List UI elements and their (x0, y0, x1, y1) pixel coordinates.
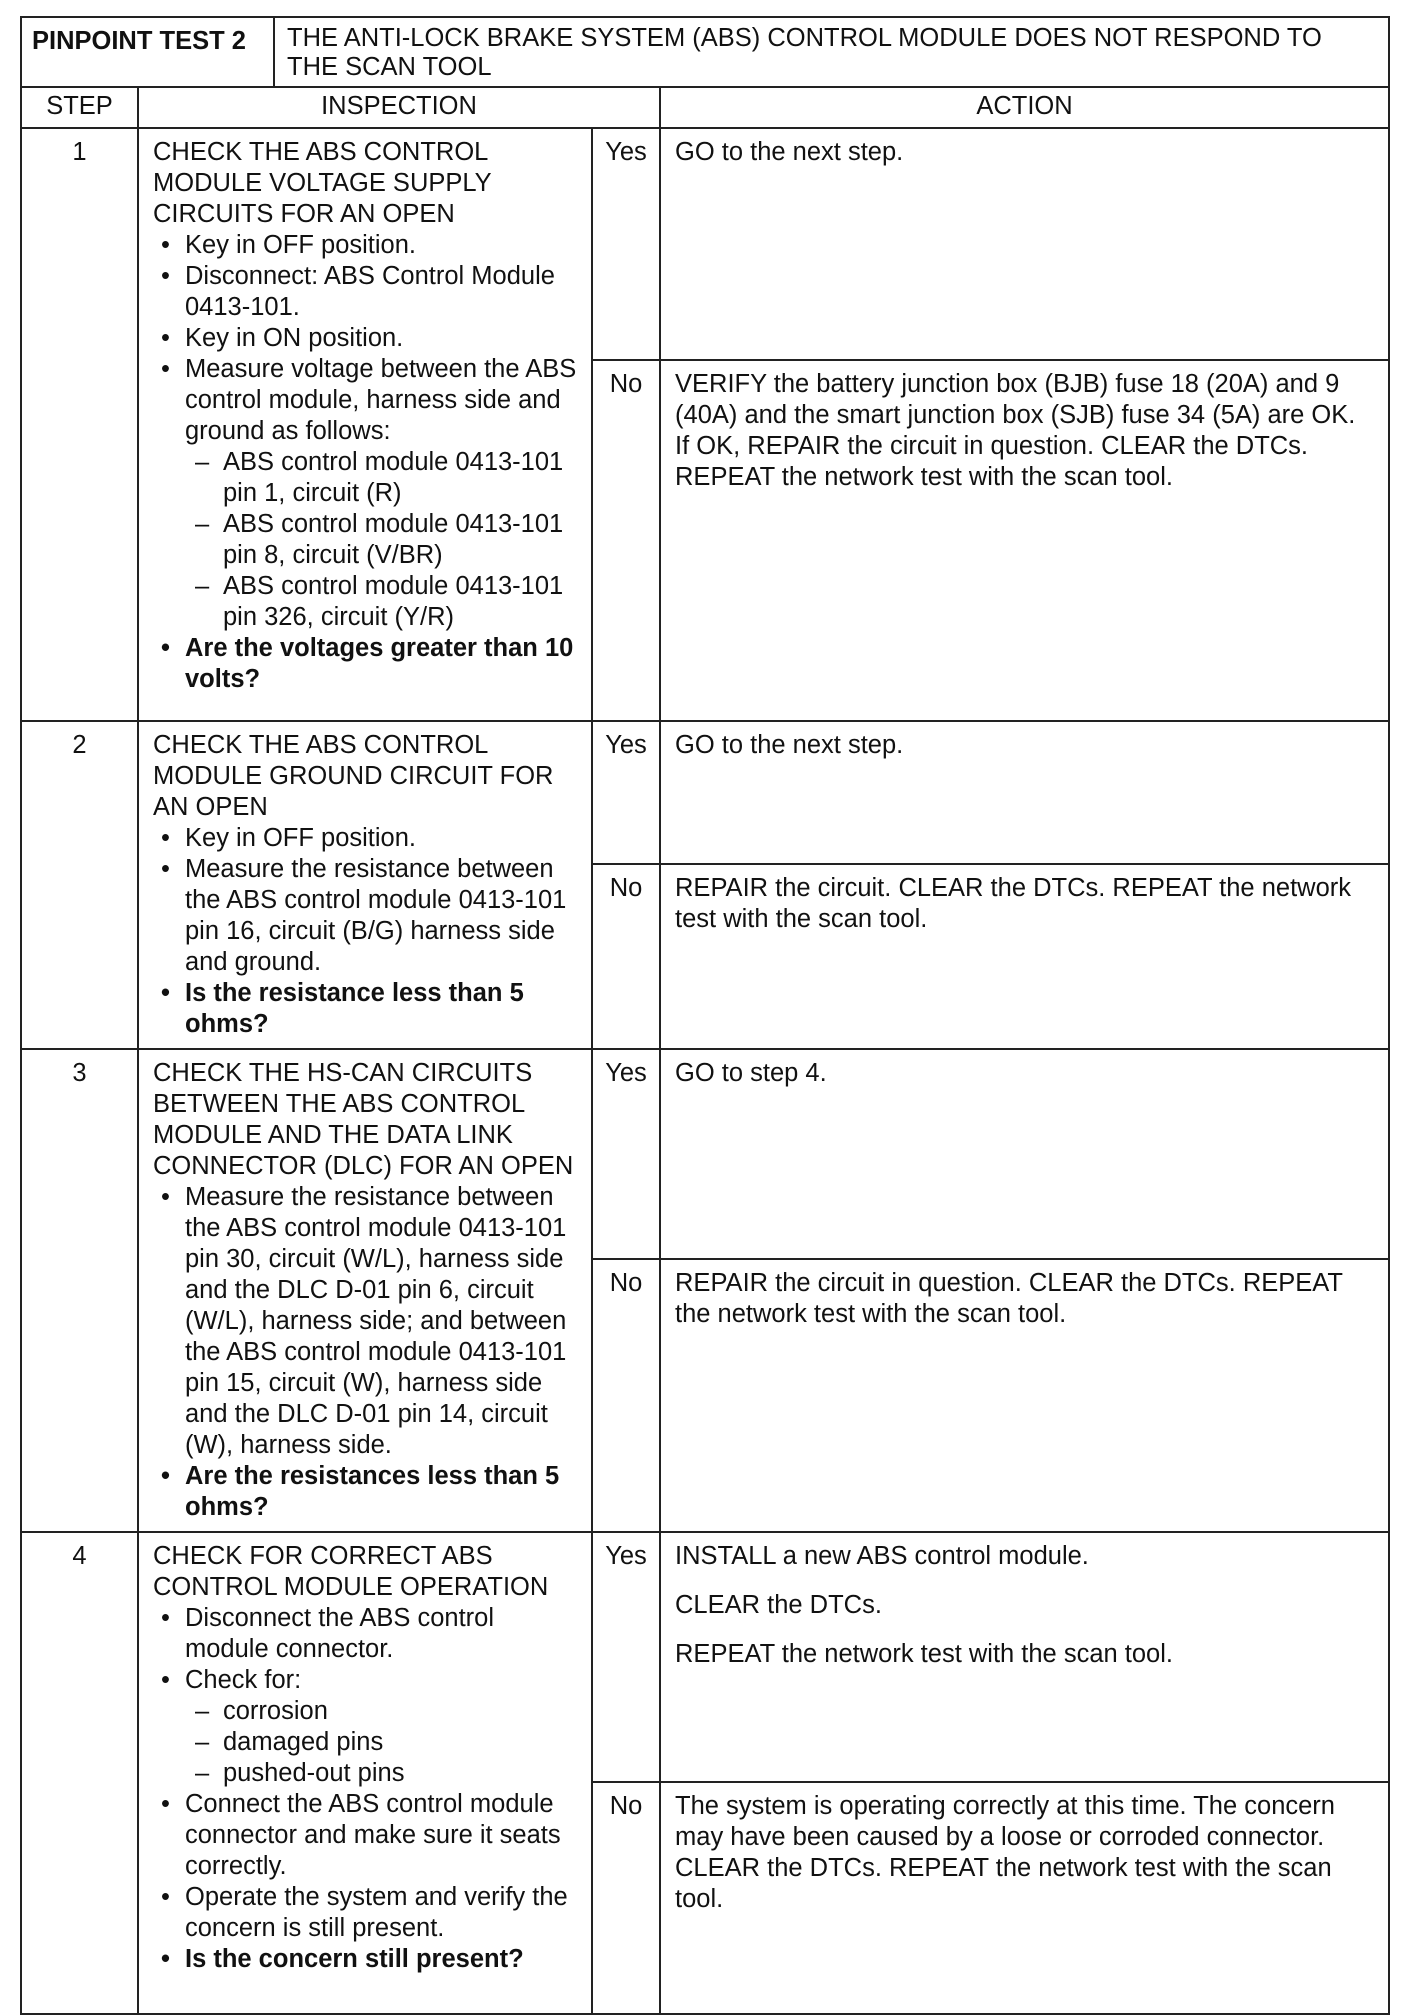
bullet-item: • Key in OFF position. (153, 230, 577, 261)
bullet-list (153, 1603, 577, 1975)
bullet-list (153, 823, 577, 1040)
bullet-text: Measure voltage between the ABS control module, harness side and ground as follows: (185, 355, 577, 445)
sub-list (185, 447, 577, 633)
bullet-item: • Connect the ABS control module connector and make sure it seats correctly. (153, 1789, 577, 1882)
no-label: No (592, 864, 660, 1049)
bullet-list (153, 230, 577, 695)
test-title: THE ANTI-LOCK BRAKE SYSTEM (ABS) CONTROL MODULE DOES NOT RESPOND TO THE SCAN TOOL (274, 17, 1389, 87)
bullet-item: • Disconnect the ABS control module connector. (153, 1603, 577, 1665)
no-label: No (592, 360, 660, 721)
yes-action: GO to step 4. (660, 1049, 1389, 1259)
inspection-heading: CHECK THE ABS CONTROL MODULE GROUND CIRCUIT FOR AN OPEN (153, 731, 554, 821)
no-action: The system is operating correctly at this time. The concern may have been caused by a loose or corroded connector. CLEAR the DTCs. REPEAT the network test with the scan tool. (660, 1782, 1389, 2014)
no-action: REPAIR the circuit. CLEAR the DTCs. REPEAT the network test with the scan tool. (660, 864, 1389, 1049)
sub-item: – ABS control module 0413-101 pin 1, circuit (R) (185, 447, 577, 509)
step-2-inspection (138, 721, 592, 1049)
yes-action: GO to the next step. (660, 721, 1389, 864)
yes-label: Yes (592, 1049, 660, 1259)
step-number: 3 (21, 1049, 138, 1532)
bullet-item: • Key in ON position. (153, 323, 577, 354)
action-line: INSTALL a new ABS control module. (675, 1542, 1089, 1570)
no-label: No (592, 1259, 660, 1532)
sub-item: – ABS control module 0413-101 pin 8, circuit (V/BR) (185, 509, 577, 571)
step-number: 1 (21, 128, 138, 721)
title-row (21, 17, 1389, 87)
step-3-inspection (138, 1049, 592, 1532)
yes-label: Yes (592, 721, 660, 864)
bullet-item: • Key in OFF position. (153, 823, 577, 854)
step-1-yes-row (21, 128, 1389, 360)
action-line: CLEAR the DTCs. (675, 1591, 882, 1619)
inspection-heading: CHECK THE ABS CONTROL MODULE VOLTAGE SUPPLY CIRCUITS FOR AN OPEN (153, 138, 492, 228)
column-inspection: INSPECTION (138, 87, 660, 128)
sub-item: – ABS control module 0413-101 pin 326, circuit (Y/R) (185, 571, 577, 633)
step-2-yes-row (21, 721, 1389, 864)
step-4-yes-row (21, 1532, 1389, 1782)
bullet-item: • Operate the system and verify the concern is still present. (153, 1882, 577, 1944)
question-item: • Are the resistances less than 5 ohms? (153, 1461, 577, 1523)
yes-action: GO to the next step. (660, 128, 1389, 360)
step-3-yes-row (21, 1049, 1389, 1259)
question-item: • Is the concern still present? (153, 1944, 577, 1975)
bullet-item: • Measure the resistance between the ABS control module 0413-101 pin 16, circuit (B/G) harness side and ground. (153, 854, 577, 978)
bullet-text: Check for: (185, 1666, 302, 1694)
action-line: REPEAT the network test with the scan tool. (675, 1640, 1173, 1668)
no-action: REPAIR the circuit in question. CLEAR the DTCs. REPEAT the network test with the scan tool. (660, 1259, 1389, 1532)
no-action: VERIFY the battery junction box (BJB) fuse 18 (20A) and 9 (40A) and the smart junction box (SJB) fuse 34 (5A) are OK. If OK, REPAIR the circuit in question. CLEAR the DTCs. REPEAT the network test with the scan tool. (660, 360, 1389, 721)
step-4-inspection (138, 1532, 592, 2014)
step-1-inspection (138, 128, 592, 721)
yes-label: Yes (592, 1532, 660, 1782)
yes-action (660, 1532, 1389, 1782)
inspection-heading: CHECK THE HS-CAN CIRCUITS BETWEEN THE ABS CONTROL MODULE AND THE DATA LINK CONNECTOR (DLC) FOR AN OPEN (153, 1059, 574, 1180)
column-step: STEP (21, 87, 138, 128)
sub-item: – corrosion (185, 1696, 577, 1727)
sub-item: – pushed-out pins (185, 1758, 577, 1789)
sub-list (185, 1696, 577, 1789)
test-id: PINPOINT TEST 2 (21, 17, 274, 87)
bullet-item: • Disconnect: ABS Control Module 0413-101. (153, 261, 577, 323)
no-label: No (592, 1782, 660, 2014)
bullet-item (153, 1665, 577, 1789)
inspection-heading: CHECK FOR CORRECT ABS CONTROL MODULE OPERATION (153, 1542, 549, 1601)
step-number: 4 (21, 1532, 138, 2014)
question-item: • Is the resistance less than 5 ohms? (153, 978, 577, 1040)
yes-label: Yes (592, 128, 660, 360)
bullet-list (153, 1182, 577, 1523)
sub-item: – damaged pins (185, 1727, 577, 1758)
column-action: ACTION (660, 87, 1389, 128)
pinpoint-test-table (20, 16, 1390, 2015)
question-item: • Are the voltages greater than 10 volts? (153, 633, 577, 695)
step-number: 2 (21, 721, 138, 1049)
column-header-row (21, 87, 1389, 128)
bullet-item: • Measure the resistance between the ABS control module 0413-101 pin 30, circuit (W/L), harness side and the DLC D-01 pin 6, circuit (W/L), harness side; and between the ABS control module 0413-101 pin 15, circuit (W), harness side and the DLC D-01 pin 14, circuit (W), harness side. (153, 1182, 577, 1461)
bullet-item (153, 354, 577, 633)
